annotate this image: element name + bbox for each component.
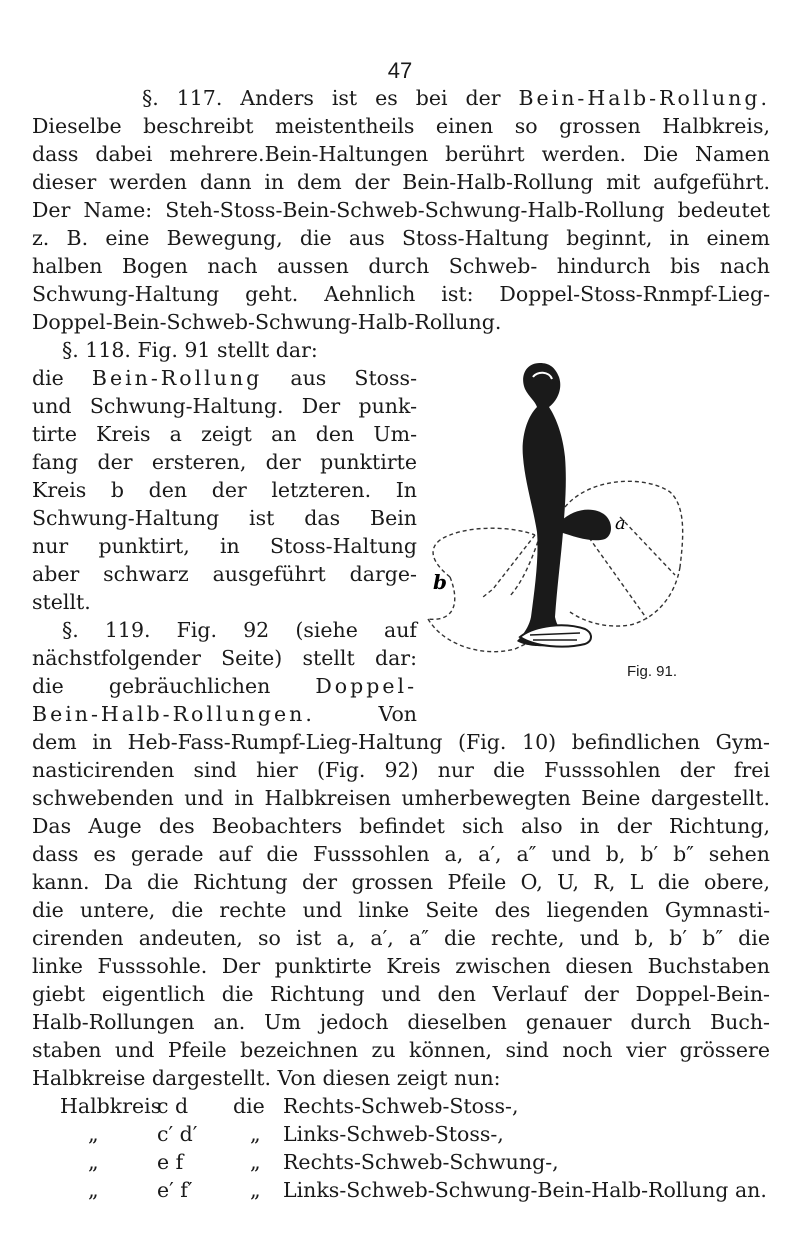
spaced-term: Doppel- xyxy=(315,674,417,698)
list-prefix: Halbkreis xyxy=(60,1094,162,1118)
text-line: Halb-Rollungen an. Um jedoch dieselben genauer durch Buch- xyxy=(32,1010,770,1034)
text-line: Halbkreise dargestellt. Von diesen zeigt nun: xyxy=(32,1066,501,1090)
text-line: kann. Da die Richtung der grossen Pfeile O, U, R, L die obere, xyxy=(32,870,770,894)
text-line: und Schwung-Haltung. Der punk- xyxy=(32,394,417,418)
dotted-circle-b xyxy=(433,528,535,577)
list-desc: Rechts-Schweb-Schwung-, xyxy=(283,1150,559,1174)
text-line: Doppel-Bein-Schweb-Schwung-Halb-Rollung. xyxy=(32,310,502,334)
text-span: die gebräuchlichen xyxy=(32,674,316,698)
dotted-leg-right xyxy=(585,532,647,619)
text-line: aber schwarz ausgeführt darge- xyxy=(32,562,417,586)
list-prefix: „ xyxy=(88,1178,99,1202)
dotted-leg-far xyxy=(620,517,675,575)
text-line: Der Name: Steh-Stoss-Bein-Schweb-Schwung-Halb-Rollung bedeutet xyxy=(32,198,770,222)
text-line: dass es gerade auf die Fusssohlen a, a′, a″ und b, b′ b″ sehen xyxy=(32,842,770,866)
page-number: 47 xyxy=(387,58,413,83)
text-line: Schwung-Haltung ist das Bein xyxy=(32,506,417,530)
text-line: Schwung-Haltung geht. Aehnlich ist: Doppel-Stoss-Rnmpf-Lieg- xyxy=(32,282,770,306)
text-line: die untere, die rechte und linke Seite des liegenden Gymnasti- xyxy=(32,898,770,922)
text-span: §. 117. Anders ist es bei der xyxy=(142,86,519,110)
list-prefix: „ xyxy=(88,1122,99,1146)
text-line: giebt eigentlich die Richtung und den Verlauf der Doppel-Bein- xyxy=(32,982,770,1006)
dotted-leg-left xyxy=(483,535,535,597)
list-desc: Links-Schweb-Schwung-Bein-Halb-Rollung an. xyxy=(283,1178,767,1202)
spaced-term: Bein-Halb-Rollungen. xyxy=(32,702,315,726)
text-line: staben und Pfeile bezeichnen zu können, sind noch vier grössere xyxy=(32,1038,770,1062)
text-line: dass dabei mehrere.Bein-Haltungen berührt werden. Die Namen xyxy=(32,142,770,166)
label-b: b xyxy=(433,570,447,594)
dotted-circle-a-lower xyxy=(570,567,680,626)
leg-silhouette xyxy=(517,363,566,646)
list-word: die xyxy=(233,1094,265,1118)
text-line xyxy=(32,364,417,392)
text-line: §. 118. Fig. 91 stellt dar: xyxy=(62,338,318,362)
text-line: cirenden andeuten, so ist a, a′, a″ die rechte, und b, b′ b″ die xyxy=(32,926,770,950)
spaced-term: Bein-Rollung xyxy=(91,366,263,390)
list-prefix: „ xyxy=(88,1150,99,1174)
text-line: Kreis b den der letzteren. In xyxy=(32,478,417,502)
list-word: „ xyxy=(250,1178,261,1202)
text-line: fang der ersteren, der punktirte xyxy=(32,450,417,474)
text-line: Dieselbe beschreibt meistentheils einen so grossen Halbkreis, xyxy=(32,114,770,138)
list-desc: Rechts-Schweb-Stoss-, xyxy=(283,1094,519,1118)
text-line: dem in Heb-Fass-Rumpf-Lieg-Haltung (Fig. 10) befindlichen Gym- xyxy=(32,730,770,754)
text-line: stellt. xyxy=(32,590,91,614)
figure-caption: Fig. 91. xyxy=(627,663,678,680)
text-line: nasticirenden sind hier (Fig. 92) nur die Fusssohlen der frei xyxy=(32,758,770,782)
list-desc: Links-Schweb-Stoss-, xyxy=(283,1122,504,1146)
text-line: Das Auge des Beobachters befindet sich also in der Richtung, xyxy=(32,814,770,838)
text-line: schwebenden und in Halbkreisen umherbewegten Beine dargestellt. xyxy=(32,786,770,810)
spaced-term: Bein-Halb-Rollung. xyxy=(518,86,770,110)
text-line: §. 119. Fig. 92 (siehe auf xyxy=(62,618,417,642)
list-label: c d xyxy=(157,1094,189,1118)
list-label: e f xyxy=(157,1150,184,1174)
list-word: „ xyxy=(250,1150,261,1174)
list-word: „ xyxy=(250,1122,261,1146)
text-line: nur punktirt, in Stoss-Haltung xyxy=(32,534,417,558)
text-line: halben Bogen nach aussen durch Schweb- hindurch bis nach xyxy=(32,254,770,278)
text-span: die xyxy=(32,366,92,390)
list-label: e′ f′ xyxy=(157,1178,193,1202)
leg-roll-figure xyxy=(425,357,695,662)
text-line: dieser werden dann in dem der Bein-Halb-Rollung mit aufgeführt. xyxy=(32,170,770,194)
text-line: linke Fusssohle. Der punktirte Kreis zwischen diesen Buchstaben xyxy=(32,954,770,978)
text-line xyxy=(32,84,770,112)
text-line xyxy=(32,672,417,700)
foot-a-silhouette xyxy=(560,510,611,541)
text-span: Von xyxy=(314,702,417,726)
text-line: z. B. eine Bewegung, die aus Stoss-Haltung beginnt, in einem xyxy=(32,226,770,250)
text-line xyxy=(32,700,417,728)
text-line: tirte Kreis a zeigt an den Um- xyxy=(32,422,417,446)
label-a: a xyxy=(615,513,626,534)
text-span: aus Stoss- xyxy=(262,366,417,390)
list-label: c′ d′ xyxy=(157,1122,198,1146)
text-line: nächstfolgender Seite) stellt dar: xyxy=(32,646,417,670)
